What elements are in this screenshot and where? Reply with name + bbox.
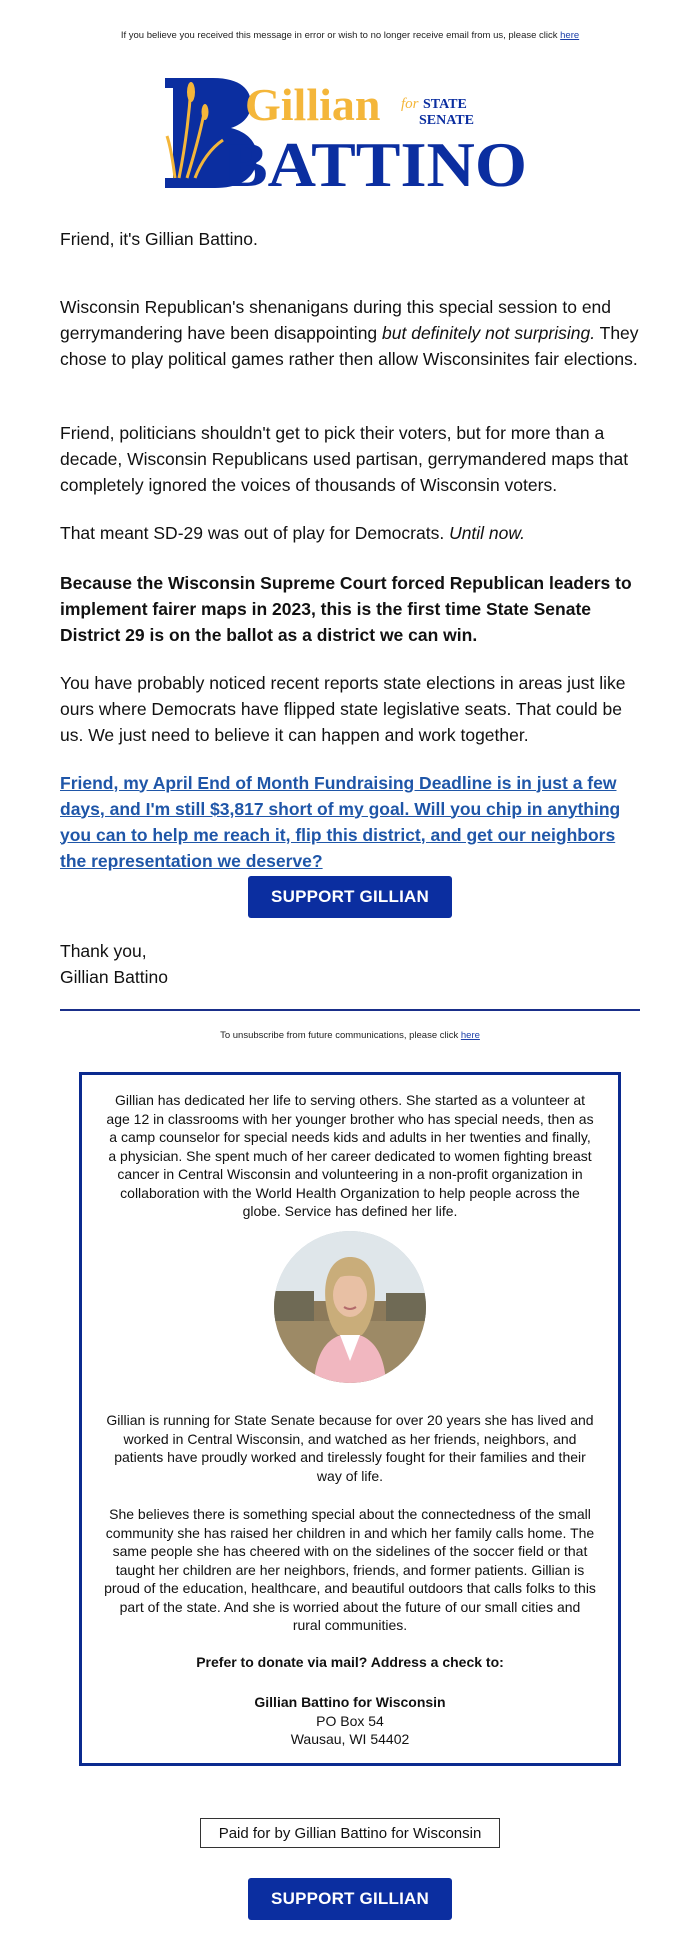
paragraph-supreme-court: Because the Wisconsin Supreme Court forced Republican leaders to implement fairer maps in 2023, this is the first time State Senate District 29 is on the ballot as a district we can win.: [60, 572, 632, 645]
greeting: Friend, it's Gillian Battino.: [60, 229, 258, 249]
bio-paragraph-community: She believes there is something special about the connectedness of the small community she has raised her children in and which her family calls home. The same people she has cheered with on the sidelines of the soccer field or that taught her children are her neighbors, friends, and former patients. Gillian is proud of the education, healthcare, and beautiful outdoors that calls folks to this part of the state. And she is worried about the future of our small cities and rural communities.: [104, 1506, 596, 1633]
paragraph-sd29: That meant SD-29 was out of play for Democrats. Until now.: [60, 522, 525, 543]
logo-office-line2: SENATE: [419, 113, 474, 128]
logo-for-text: for: [401, 96, 419, 112]
address-line2: Wausau, WI 54402: [290, 1731, 410, 1747]
donate-appeal-link[interactable]: Friend, my April End of Month Fundraising Deadline is in just a few days, and I'm still $3,817 short of my goal. Will you chip in anything you can to help me reach it, flip this district, and get our neighbors the representation we deserve?: [60, 772, 621, 871]
mailing-address: [104, 1693, 596, 1749]
campaign-logo: [165, 78, 535, 190]
address-line1: PO Box 54: [316, 1712, 384, 1729]
unsubscribe-text: To unsubscribe from future communications, please click: [220, 1030, 459, 1041]
bio-paragraph-service: Gillian has dedicated her life to serving others. She started as a volunteer at age 12 in classrooms with her younger brother who has special needs, then as a camp counselor for special needs kids and adults in her twenties and finally, a physician. She spent much of her career dedicated to women fighting breast cancer in Central Wisconsin and volunteering in a non-profit organization in collaboration with the World Health Organization to help people across the globe. Service has defined her life.: [106, 1092, 594, 1219]
unsubscribe-here-link[interactable]: here: [460, 1030, 480, 1041]
support-gillian-button[interactable]: SUPPORT GILLIAN: [248, 876, 452, 918]
paragraph-gerrymandering: Wisconsin Republican's shenanigans during this special session to end gerrymandering have been disappointing but definitely not surprising. They chose to play political games rather then allow Wisconsinites fair elections.: [60, 296, 639, 369]
support-gillian-button-footer[interactable]: SUPPORT GILLIAN: [248, 1878, 452, 1920]
logo-office-line1: STATE: [423, 97, 467, 112]
bio-paragraph-running: Gillian is running for State Senate because for over 20 years she has lived and worked in Central Wisconsin, and watched as her friends, neighbors, and patients have proudly worked and tirelessly fought for their families and their way of life.: [106, 1412, 594, 1484]
divider: [60, 1009, 640, 1011]
notice-here-link[interactable]: here: [560, 30, 580, 41]
signoff: [60, 938, 640, 990]
signoff-name: Gillian Battino: [60, 967, 168, 987]
mail-donation-heading: Prefer to donate via mail? Address a check to:: [196, 1654, 504, 1670]
paragraph-politicians: Friend, politicians shouldn't get to pick their voters, but for more than a decade, Wisconsin Republicans used partisan, gerrymandered maps that completely ignored the voices of thousands of Wisconsin voters.: [60, 422, 629, 495]
bio-box: [79, 1072, 621, 1766]
unsubscribe-notice-top: [0, 30, 700, 41]
unsubscribe-notice: [0, 1030, 700, 1041]
address-name: Gillian Battino for Wisconsin: [254, 1694, 446, 1710]
logo-first-name: Gillian: [245, 79, 381, 130]
signoff-thanks: Thank you,: [60, 941, 147, 961]
logo-last-name: BATTINO: [223, 129, 527, 190]
paid-for-disclaimer: Paid for by Gillian Battino for Wisconsin: [200, 1818, 500, 1848]
notice-text: If you believe you received this message in error or wish to no longer receive email from us, please click: [120, 30, 558, 41]
candidate-photo: [274, 1231, 426, 1383]
paragraph-recent-reports: You have probably noticed recent reports state elections in areas just like ours where Democrats have flipped state legislative seats. That could be us. We just need to believe it can happen and work together.: [60, 672, 626, 745]
